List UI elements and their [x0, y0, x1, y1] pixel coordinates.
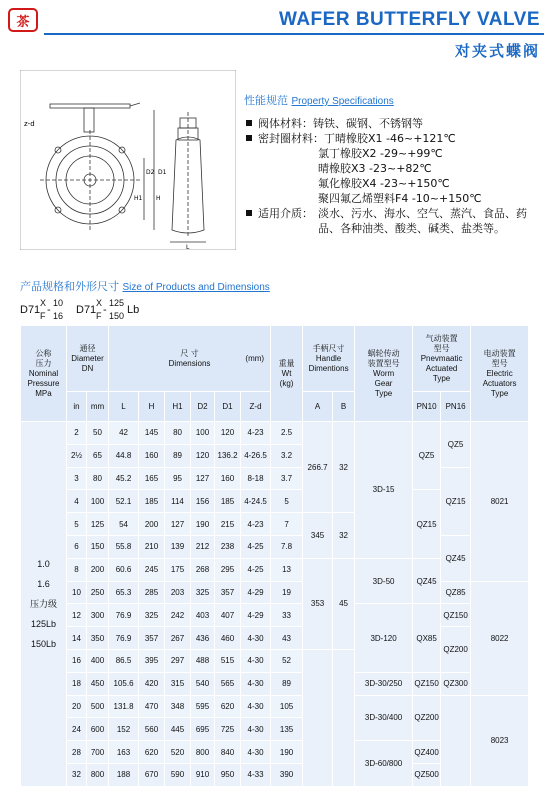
- spec-seal-item: 聚四氟乙烯塑料F4 -10~+150℃: [318, 192, 482, 205]
- title-rule: [44, 33, 544, 35]
- dim-zd: 4-30: [241, 695, 271, 718]
- size-mm: 400: [87, 649, 109, 672]
- header-text: Actuated: [425, 363, 458, 373]
- subheader-zd: Z-d: [241, 392, 271, 422]
- size-in: 32: [67, 763, 87, 786]
- dim-h1: 139: [165, 535, 191, 558]
- dim-h1: 80: [165, 422, 191, 445]
- dim-zd: 4-30: [241, 649, 271, 672]
- pneumatic-pn16: QZ85: [441, 581, 471, 604]
- weight: 190: [271, 741, 303, 764]
- dim-zd: 4-29: [241, 604, 271, 627]
- dim-zd: 4-23: [241, 422, 271, 445]
- dim-d1: 950: [215, 763, 241, 786]
- pneumatic-pn16: QZ45: [441, 535, 471, 581]
- size-mm: 250: [87, 581, 109, 604]
- table-row: [21, 535, 529, 558]
- pneumatic-pn16: QZ5: [441, 422, 471, 468]
- model-n1: 10: [53, 298, 64, 308]
- dim-zd: 4-30: [241, 741, 271, 764]
- dim-h1: 127: [165, 513, 191, 536]
- table-row: [21, 695, 529, 718]
- subheader-d1: D1: [215, 392, 241, 422]
- dim-h1: 89: [165, 444, 191, 467]
- dim-d1: 620: [215, 695, 241, 718]
- header-text: Type: [490, 388, 509, 398]
- weight: 135: [271, 718, 303, 741]
- dim-d1: 407: [215, 604, 241, 627]
- header-dimensions: [109, 326, 271, 392]
- header-text: MPa: [35, 388, 52, 398]
- dim-h: 285: [139, 581, 165, 604]
- dim-d2: 595: [191, 695, 215, 718]
- dim-d1: 185: [215, 490, 241, 513]
- dim-h: 200: [139, 513, 165, 536]
- pneumatic-pn10: QZ5: [413, 422, 441, 490]
- dim-h1: 203: [165, 581, 191, 604]
- header-text: Dimentions: [308, 363, 349, 373]
- spec-heading: [244, 92, 394, 108]
- size-mm: 200: [87, 558, 109, 581]
- dim-h1: 114: [165, 490, 191, 513]
- dim-d1: 840: [215, 741, 241, 764]
- pneumatic-pn10: QZ500: [413, 763, 441, 786]
- dim-h: H: [156, 195, 161, 202]
- pressure-value: 1.0: [37, 558, 50, 569]
- size-mm: 80: [87, 467, 109, 490]
- handle-b: 32: [333, 422, 355, 513]
- size-mm: 300: [87, 604, 109, 627]
- pressure-cell: [21, 422, 67, 787]
- spec-seal-material: [246, 131, 542, 146]
- header-handle: [303, 326, 355, 392]
- dim-zd: 4-29: [241, 581, 271, 604]
- header-worm: [355, 326, 413, 422]
- dim-l: 76.9: [109, 604, 139, 627]
- size-in: 16: [67, 649, 87, 672]
- size-in: 24: [67, 718, 87, 741]
- header-text: 气动装置: [425, 333, 458, 343]
- size-in: 12: [67, 604, 87, 627]
- dim-l: 105.6: [109, 672, 139, 695]
- header-text: Handle: [315, 353, 342, 363]
- subheader-pn10: PN10: [413, 392, 441, 422]
- dim-d2: 190: [191, 513, 215, 536]
- dim-l: 55.8: [109, 535, 139, 558]
- dim-zd: 4-24.5: [241, 490, 271, 513]
- header-text: Type: [374, 388, 393, 398]
- dim-h: 160: [139, 444, 165, 467]
- size-mm: 350: [87, 627, 109, 650]
- dim-l: 65.3: [109, 581, 139, 604]
- bullet-icon: [246, 120, 252, 126]
- dim-d1: 357: [215, 581, 241, 604]
- pressure-value: 125Lb: [30, 618, 57, 629]
- header-text: Pressure: [27, 378, 60, 388]
- dim-h: 145: [139, 422, 165, 445]
- dim-zd: 8-18: [241, 467, 271, 490]
- dim-h1: H1: [134, 195, 143, 202]
- spec-list: [246, 116, 542, 236]
- table-row: [21, 672, 529, 695]
- weight: 7: [271, 513, 303, 536]
- dim-h: 670: [139, 763, 165, 786]
- dim-h: 245: [139, 558, 165, 581]
- weight: 33: [271, 604, 303, 627]
- header-text: 手柄尺寸: [312, 343, 345, 353]
- dim-d2: 910: [191, 763, 215, 786]
- bullet-icon: [246, 210, 252, 216]
- worm-gear-type: 3D-120: [355, 604, 413, 672]
- page-title: WAFER BUTTERFLY VALVE: [278, 9, 540, 30]
- header-text: Diameter: [71, 353, 104, 363]
- dim-d1: 215: [215, 513, 241, 536]
- size-mm: 600: [87, 718, 109, 741]
- dim-l: 76.9: [109, 627, 139, 650]
- pressure-value: 150Lb: [30, 638, 57, 649]
- section-heading-cn: 产品规格和外形尺寸: [20, 280, 119, 293]
- dim-zd: 4-26.5: [241, 444, 271, 467]
- dim-h1: 520: [165, 741, 191, 764]
- model-base: D71: [76, 304, 97, 316]
- weight: 89: [271, 672, 303, 695]
- dim-d1: 136.2: [215, 444, 241, 467]
- subheader-l: L: [109, 392, 139, 422]
- table-row: [21, 581, 529, 604]
- worm-gear-type: 3D-60/800: [355, 741, 413, 787]
- size-in: 2½: [67, 444, 87, 467]
- dim-d1: 160: [215, 467, 241, 490]
- dim-h1: 445: [165, 718, 191, 741]
- model-dash: -: [47, 304, 51, 316]
- dim-l: 60.6: [109, 558, 139, 581]
- weight: 19: [271, 581, 303, 604]
- spec-seal-item: 晴橡胶X3 -23~+82℃: [318, 162, 432, 175]
- model-n2: 16: [53, 311, 64, 321]
- dim-zd: 4-25: [241, 535, 271, 558]
- spec-value: 铸铁、碳钢、不锈钢等: [313, 117, 423, 130]
- dimensions-table: [20, 325, 529, 787]
- size-in: 4: [67, 490, 87, 513]
- header-text: Dimensions: [168, 358, 211, 368]
- dim-d1: D1: [158, 169, 167, 176]
- dim-h1: 267: [165, 627, 191, 650]
- dim-l: 131.8: [109, 695, 139, 718]
- dim-d2: 540: [191, 672, 215, 695]
- dim-h1: 315: [165, 672, 191, 695]
- spec-media: [246, 206, 542, 236]
- size-in: 18: [67, 672, 87, 695]
- size-in: 10: [67, 581, 87, 604]
- handle-b-empty: [333, 649, 355, 786]
- spec-heading-en: Property Specifications: [291, 96, 394, 107]
- header-weight: [271, 326, 303, 422]
- header-text: 型号: [433, 343, 450, 353]
- pneumatic-pn10: QZ15: [413, 490, 441, 558]
- dim-zd: 4-33: [241, 763, 271, 786]
- electric-type: 8022: [471, 581, 529, 695]
- header-unit: (mm): [245, 354, 265, 363]
- size-mm: 100: [87, 490, 109, 513]
- pneumatic-pn10: QZ400: [413, 741, 441, 764]
- dim-zd: 4-23: [241, 513, 271, 536]
- dim-zd: z-d: [24, 120, 35, 128]
- dim-h: 620: [139, 741, 165, 764]
- dim-d1: 238: [215, 535, 241, 558]
- weight: 5: [271, 490, 303, 513]
- subheader-mm: mm: [87, 392, 109, 422]
- dim-d2: 100: [191, 422, 215, 445]
- handle-a-empty: [303, 649, 333, 786]
- worm-gear-type: 3D-30/400: [355, 695, 413, 741]
- dim-l: 86.5: [109, 649, 139, 672]
- dim-l: 54: [109, 513, 139, 536]
- dim-l: 42: [109, 422, 139, 445]
- header-text: Wt: [281, 368, 292, 378]
- dim-h: 357: [139, 627, 165, 650]
- size-mm: 150: [87, 535, 109, 558]
- dim-h1: 95: [165, 467, 191, 490]
- pneumatic-pn16: QZ300: [441, 672, 471, 695]
- spec-heading-cn: 性能规范: [244, 94, 288, 107]
- subheader-b: B: [333, 392, 355, 422]
- pneumatic-pn16: QZ200: [441, 627, 471, 673]
- subheader-h: H: [139, 392, 165, 422]
- electric-type: 8023: [471, 695, 529, 786]
- size-in: 8: [67, 558, 87, 581]
- model-n1: 125: [109, 298, 125, 308]
- worm-gear-type: 3D-50: [355, 558, 413, 604]
- dim-d2: 120: [191, 444, 215, 467]
- dim-d2: 268: [191, 558, 215, 581]
- pressure-value: 1.6: [37, 578, 50, 589]
- dim-l: 44.8: [109, 444, 139, 467]
- weight: 2.5: [271, 422, 303, 445]
- pneumatic-pn16: QZ15: [441, 467, 471, 535]
- header-text: Gear: [374, 378, 393, 388]
- size-in: 3: [67, 467, 87, 490]
- pressure-value: 压力级: [29, 598, 57, 609]
- dim-d1: 120: [215, 422, 241, 445]
- spec-label: 密封圈材料：: [258, 132, 324, 145]
- dim-d1: 725: [215, 718, 241, 741]
- spec-label: 适用介质：: [258, 207, 313, 220]
- dim-d1: 295: [215, 558, 241, 581]
- brand-logo: 茶: [8, 8, 38, 32]
- spec-body-material: [246, 116, 542, 131]
- table-row: [21, 467, 529, 490]
- spec-label: 阀体材料：: [258, 117, 313, 130]
- size-mm: 800: [87, 763, 109, 786]
- size-mm: 700: [87, 741, 109, 764]
- dim-d1: 460: [215, 627, 241, 650]
- weight: 3.2: [271, 444, 303, 467]
- dim-d2: 127: [191, 467, 215, 490]
- model-base: D71: [20, 304, 41, 316]
- dim-d2: 325: [191, 581, 215, 604]
- dim-zd: 4-30: [241, 627, 271, 650]
- dim-l: 163: [109, 741, 139, 764]
- dim-zd: 4-25: [241, 558, 271, 581]
- size-mm: 450: [87, 672, 109, 695]
- dim-d2: 212: [191, 535, 215, 558]
- spec-value: 丁晴橡胶X1 -46~+121℃: [324, 132, 456, 145]
- model-dash: -: [103, 304, 107, 316]
- size-in: 6: [67, 535, 87, 558]
- dim-h1: 297: [165, 649, 191, 672]
- dim-d2: D2: [146, 169, 155, 176]
- section-heading-en: Size of Products and Dimensions: [122, 282, 270, 293]
- dim-d2: 695: [191, 718, 215, 741]
- weight: 13: [271, 558, 303, 581]
- subheader-d2: D2: [191, 392, 215, 422]
- spec-value: 淡水、污水、海水、空气、蒸汽、食品、药品、各种油类、酸类、碱类、盐类等。: [318, 207, 527, 235]
- header-text: DN: [81, 363, 94, 373]
- size-in: 28: [67, 741, 87, 764]
- model-sub: F: [40, 311, 46, 321]
- subheader-a: A: [303, 392, 333, 422]
- section-heading: [20, 278, 270, 294]
- dim-l: 45.2: [109, 467, 139, 490]
- dim-d2: 488: [191, 649, 215, 672]
- header-text: Nominal: [28, 368, 59, 378]
- dim-h1: 175: [165, 558, 191, 581]
- header-text: 压力: [35, 358, 52, 368]
- size-in: 20: [67, 695, 87, 718]
- pneumatic-pn10: QZ200: [413, 695, 441, 741]
- dim-d2: 156: [191, 490, 215, 513]
- table-row: [21, 422, 529, 445]
- handle-b: 45: [333, 558, 355, 649]
- handle-a: 345: [303, 513, 333, 559]
- handle-a: 266.7: [303, 422, 333, 513]
- header-text: Electric: [486, 368, 513, 378]
- dim-h1: 590: [165, 763, 191, 786]
- dim-h: 165: [139, 467, 165, 490]
- header-text: (kg): [279, 378, 294, 388]
- header-text: 通径: [79, 343, 96, 353]
- dim-h: 395: [139, 649, 165, 672]
- model-n2: 150: [109, 311, 125, 321]
- dim-h: 560: [139, 718, 165, 741]
- header-text: 电动装置: [483, 348, 516, 358]
- worm-gear-type: 3D-30/250: [355, 672, 413, 695]
- size-mm: 65: [87, 444, 109, 467]
- dim-h1: 242: [165, 604, 191, 627]
- weight: 43: [271, 627, 303, 650]
- table-row: [21, 627, 529, 650]
- dim-zd: 4-30: [241, 672, 271, 695]
- dim-h: 185: [139, 490, 165, 513]
- header-text: 尺 寸: [180, 348, 199, 358]
- header-pneumatic: [413, 326, 471, 392]
- dim-d2: 403: [191, 604, 215, 627]
- dim-h1: 348: [165, 695, 191, 718]
- dim-l: L: [186, 244, 190, 250]
- model-sup: X: [96, 298, 103, 308]
- pneumatic-pn10: QX85: [413, 604, 441, 672]
- header-text: 公称: [35, 348, 52, 358]
- electric-type: 8021: [471, 422, 529, 582]
- dim-l: 152: [109, 718, 139, 741]
- header-text: 型号: [491, 358, 508, 368]
- dim-l: 188: [109, 763, 139, 786]
- size-in: 14: [67, 627, 87, 650]
- handle-a: 353: [303, 558, 333, 649]
- header-pressure: [21, 326, 67, 422]
- header-text: 重量: [278, 358, 295, 368]
- table-body: [21, 422, 529, 787]
- dim-h: 210: [139, 535, 165, 558]
- handle-b: 32: [333, 513, 355, 559]
- header-text: Actuators: [482, 378, 517, 388]
- header-text: 蜗轮传动: [367, 348, 400, 358]
- header-text: Type: [432, 373, 451, 383]
- bullet-icon: [246, 135, 252, 141]
- worm-gear-type: 3D-15: [355, 422, 413, 559]
- header-dn: [67, 326, 109, 392]
- dim-h: 420: [139, 672, 165, 695]
- size-mm: 500: [87, 695, 109, 718]
- dim-h: 325: [139, 604, 165, 627]
- dim-d1: 515: [215, 649, 241, 672]
- page-title-cn: 对夹式蝶阀: [454, 42, 540, 60]
- subheader-h1: H1: [165, 392, 191, 422]
- size-mm: 125: [87, 513, 109, 536]
- pneumatic-pn16-empty: [441, 695, 471, 786]
- pneumatic-pn16: QZ150: [441, 604, 471, 627]
- dim-l: 52.1: [109, 490, 139, 513]
- size-in: 5: [67, 513, 87, 536]
- model-sup: X: [40, 298, 47, 308]
- size-mm: 50: [87, 422, 109, 445]
- header-text: 装置型号: [367, 358, 400, 368]
- subheader-in: in: [67, 392, 87, 422]
- weight: 7.8: [271, 535, 303, 558]
- spec-seal-item: 氯丁橡胶X2 -29~+99℃: [318, 147, 443, 160]
- weight: 52: [271, 649, 303, 672]
- model-unit: Lb: [127, 304, 140, 316]
- table-row: [21, 604, 529, 627]
- size-in: 2: [67, 422, 87, 445]
- weight: 390: [271, 763, 303, 786]
- dim-d2: 800: [191, 741, 215, 764]
- subheader-pn16: PN16: [441, 392, 471, 422]
- pneumatic-pn10: QZ150: [413, 672, 441, 695]
- dim-d2: 436: [191, 627, 215, 650]
- dim-d1: 565: [215, 672, 241, 695]
- header-text: Pnevmaatic: [420, 353, 463, 363]
- dim-h: 470: [139, 695, 165, 718]
- header-text: Worm: [372, 368, 395, 378]
- dim-zd: 4-30: [241, 718, 271, 741]
- valve-drawing: [20, 70, 236, 250]
- weight: 105: [271, 695, 303, 718]
- weight: 3.7: [271, 467, 303, 490]
- pneumatic-pn10: QZ45: [413, 558, 441, 604]
- header-electric: [471, 326, 529, 422]
- spec-seal-item: 氟化橡胶X4 -23~+150℃: [318, 177, 450, 190]
- model-sub: F: [96, 311, 102, 321]
